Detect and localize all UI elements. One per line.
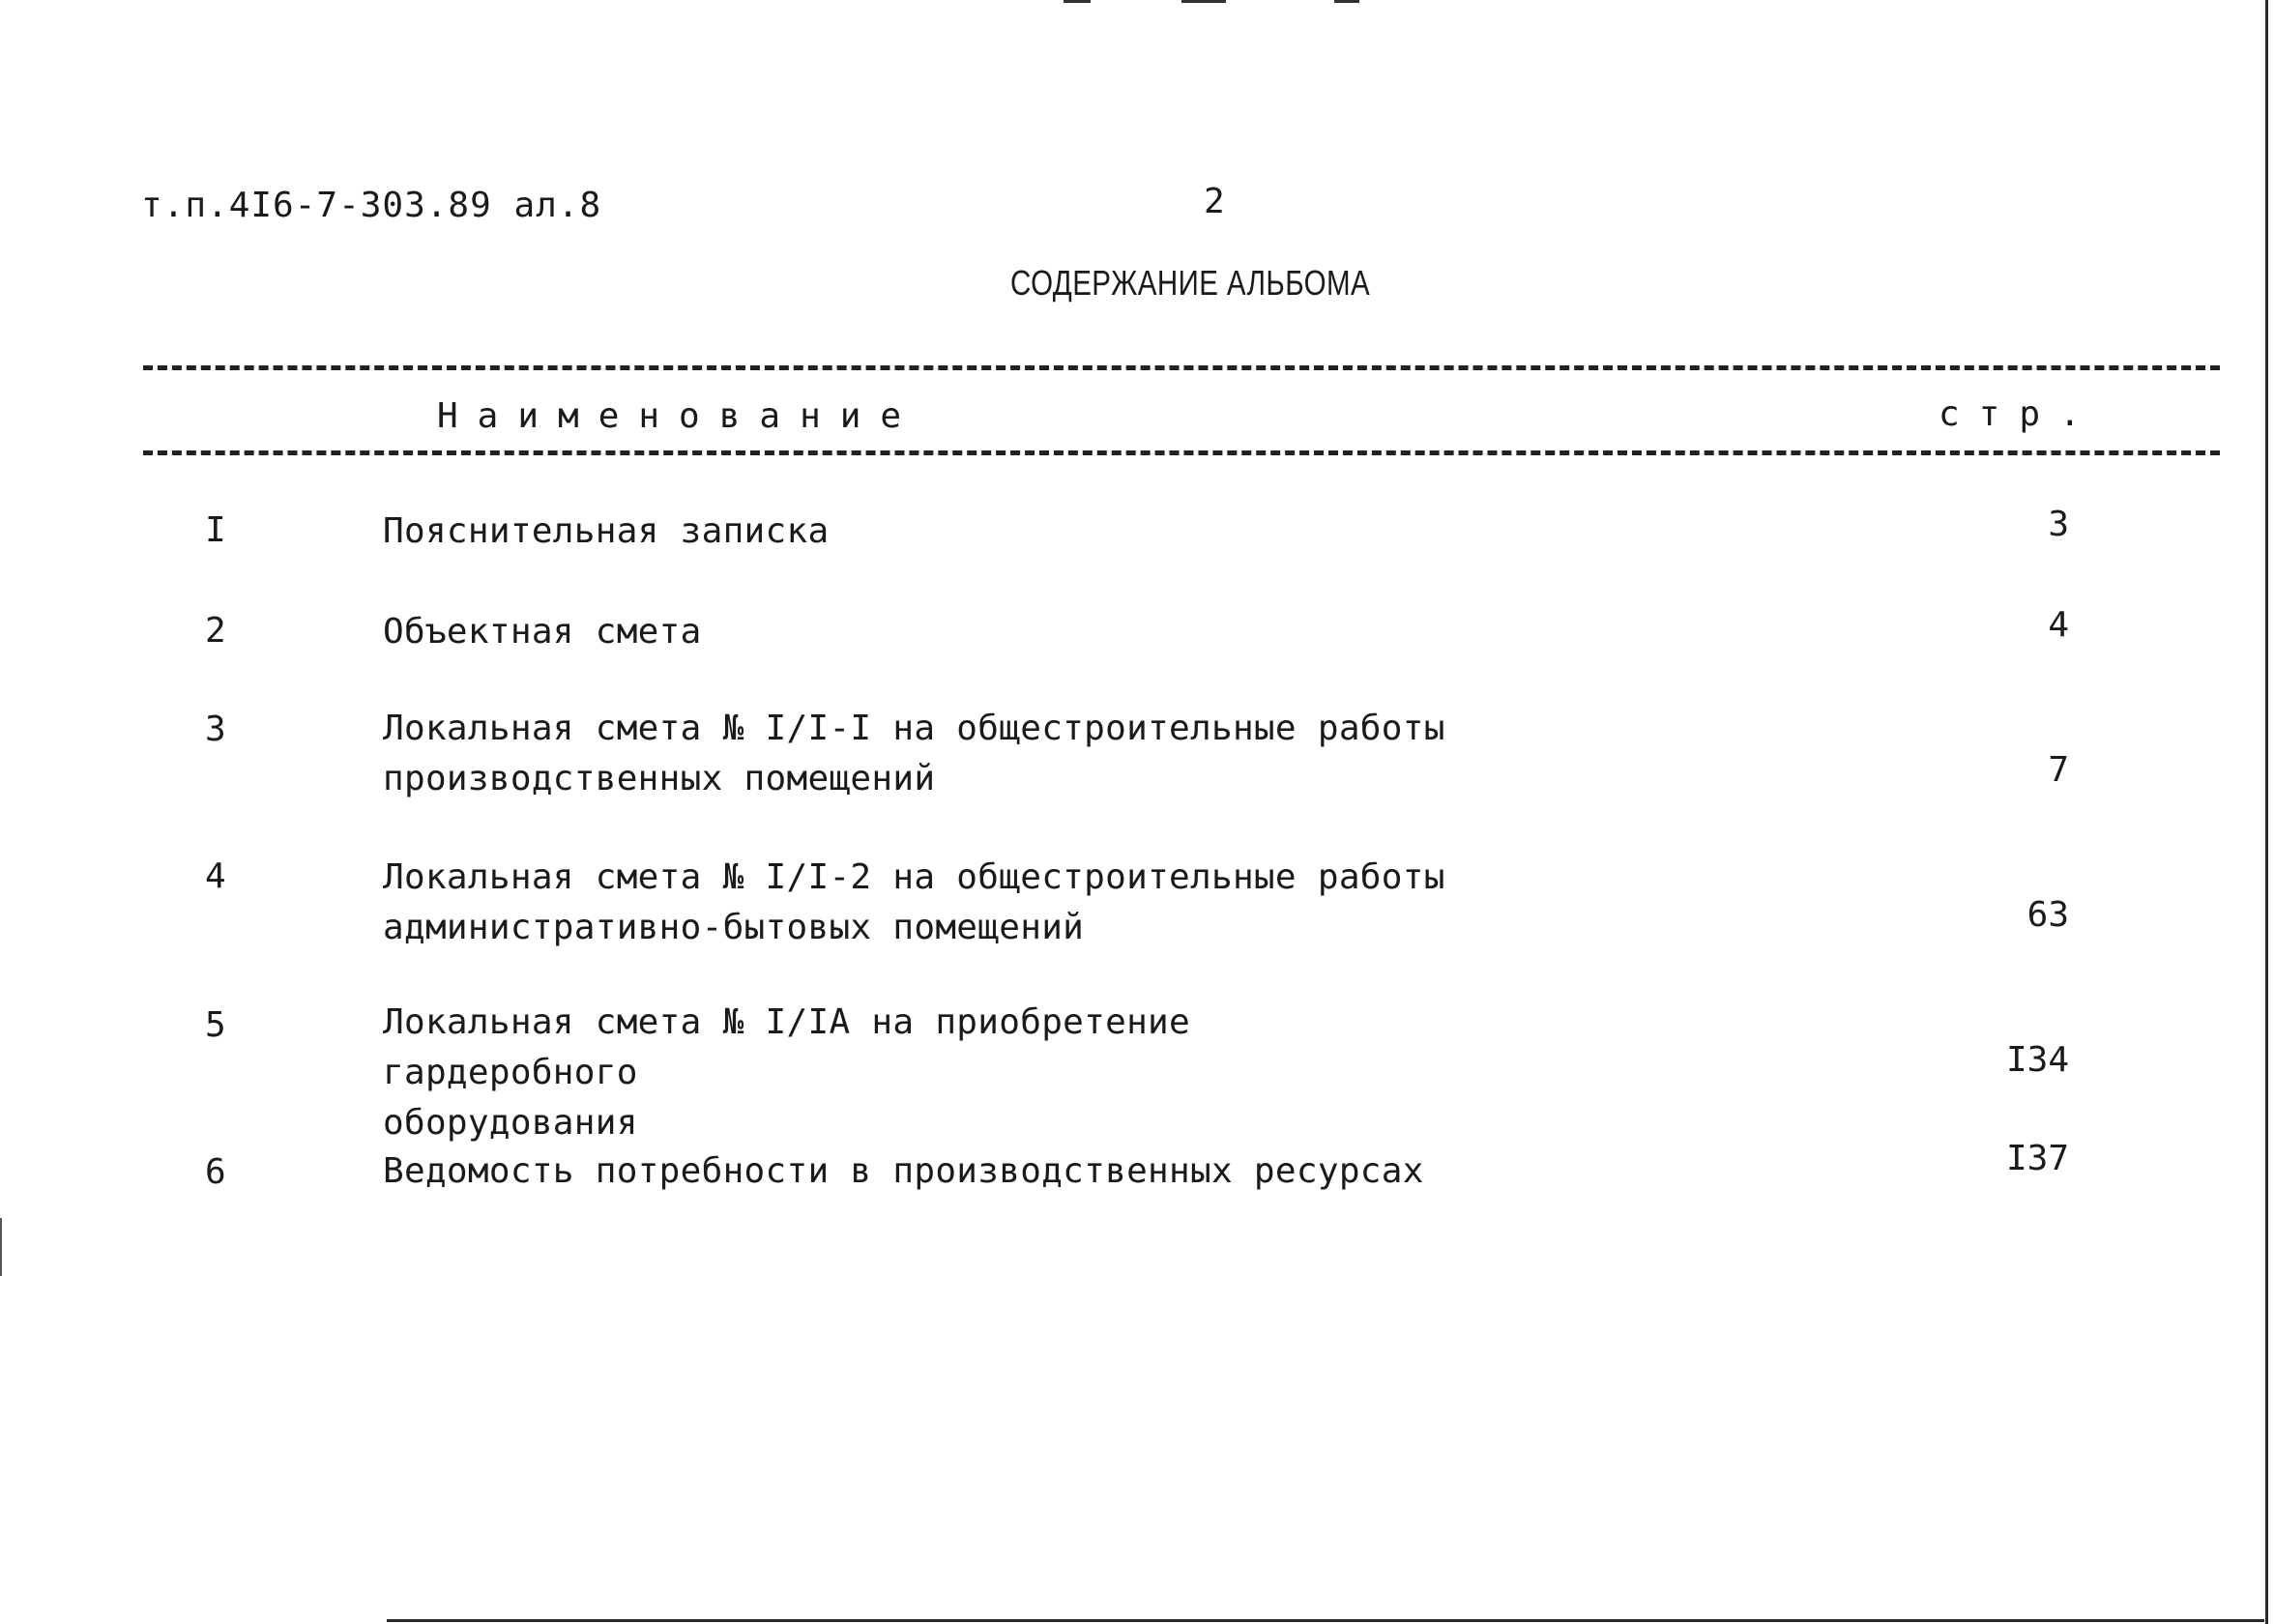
row-title-line: оборудования bbox=[383, 1103, 638, 1143]
row-number: 3 bbox=[205, 710, 226, 749]
row-title-line: Пояснительная записка bbox=[383, 511, 830, 551]
row-title-line: административно-бытовых помещений bbox=[383, 908, 1085, 947]
row-title bbox=[383, 507, 1446, 557]
row-title bbox=[383, 1146, 1446, 1197]
row-title bbox=[383, 704, 1446, 804]
row-title-line: Локальная смета № I/I-I на общестроительные работы bbox=[383, 709, 1445, 748]
document-reference: т.п.4I6-7-303.89 ал.8 bbox=[141, 186, 602, 225]
page-title: СОДЕРЖАНИЕ АЛЬБОМА bbox=[1010, 263, 1371, 303]
scan-edge-right bbox=[2265, 0, 2268, 1624]
row-number: 5 bbox=[205, 1005, 226, 1045]
row-title-line: Локальная смета № I/IA на приобретение гардеробного bbox=[383, 1002, 1191, 1092]
row-title bbox=[383, 853, 1446, 953]
row-number: 2 bbox=[205, 611, 226, 651]
row-page: 63 bbox=[2026, 895, 2069, 935]
page-number: 2 bbox=[1204, 182, 1225, 221]
table-top-rule bbox=[143, 365, 2220, 370]
scan-mark bbox=[1181, 0, 1226, 3]
column-header-name: Наименование bbox=[437, 396, 921, 436]
row-number: 6 bbox=[205, 1152, 226, 1192]
row-title-line: Объектная смета bbox=[383, 612, 702, 652]
row-page: 3 bbox=[2048, 505, 2069, 544]
row-title bbox=[383, 998, 1446, 1148]
row-page: 7 bbox=[2048, 750, 2069, 790]
row-page: I37 bbox=[2005, 1139, 2069, 1178]
column-header-page: стр. bbox=[1939, 394, 2100, 434]
scan-edge-left bbox=[0, 1218, 2, 1276]
scan-edge-bottom bbox=[387, 1619, 2264, 1622]
row-title-line: Локальная смета № I/I-2 на общестроительные работы bbox=[383, 857, 1445, 897]
table-header-rule bbox=[143, 450, 2220, 455]
row-page: 4 bbox=[2048, 605, 2069, 645]
row-page: I34 bbox=[2005, 1040, 2069, 1080]
row-title bbox=[383, 607, 1446, 657]
row-number: 4 bbox=[205, 856, 226, 896]
row-number: I bbox=[205, 510, 226, 550]
scan-mark bbox=[1334, 0, 1359, 3]
row-title-line: производственных помещений bbox=[383, 759, 936, 798]
scan-mark bbox=[1064, 0, 1091, 3]
row-title-line: Ведомость потребности в производственных ресурсах bbox=[383, 1151, 1424, 1191]
